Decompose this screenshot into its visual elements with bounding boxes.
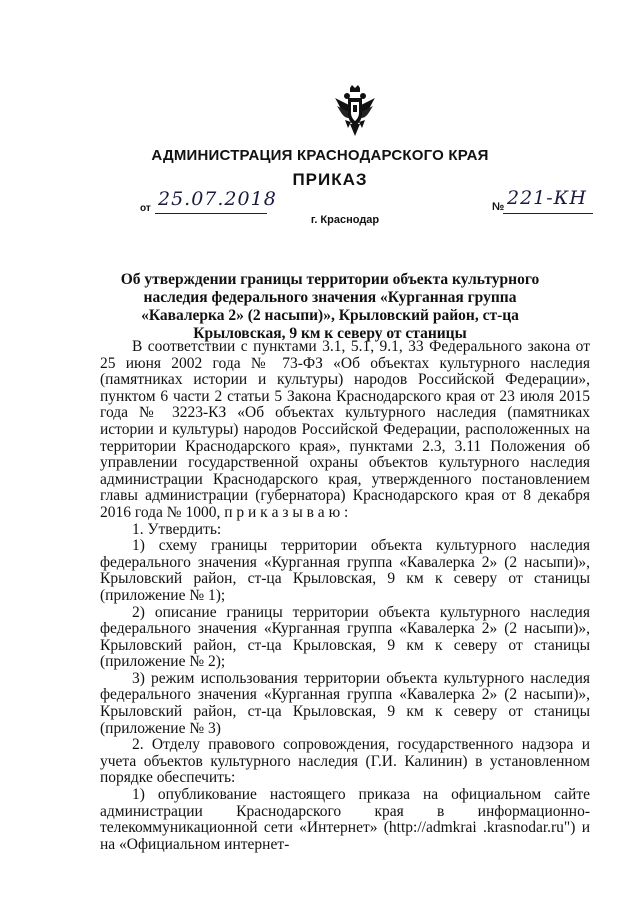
document-type: ПРИКАЗ xyxy=(292,170,368,189)
item-2-1: 1) опубликование настоящего приказа на официальном сайте администрации Краснодарского края в информационно-телекоммуникационной сети «Интернет» (http://admkrai .krasnodar.ru") и на «Официальном интернет- xyxy=(100,786,590,853)
handwritten-date: 25.07.2018 xyxy=(158,188,277,210)
date-label: от xyxy=(140,203,151,214)
item-1-2: 2) описание границы территории объекта культурного наследия федерального значения «Курганная группа «Кавалерка 2» (2 насыпи)», Крыловский район, ст-ца Крыловская, 9 км к северу от станицы (приложение № 2); xyxy=(100,603,590,671)
coat-of-arms-icon xyxy=(333,84,377,138)
preamble-paragraph: В соответствии с пунктами 3.1, 5.1, 9.1, 33 Федерального закона от 25 июня 2002 года № 73-ФЗ «Об объектах культурного наследия (памятниках истории и культуры) народов Российской Федерации», пунктом 6 части 2 статьи 5 Закона Краснодарского края от 23 июля 2015 года № 3223-КЗ «Об объектах культурного наследия (памятниках истории и культуры) народов Российской Федерации, расположенных на территории Краснодарского края», пунктами 2.3, 3.11 Положения об управлении государственной охраны объектов культурного наследия администрации Краснодарского края, утвержденного постановлением главы администрации (губернатора) Краснодарского края от 8 декабря 2016 года № 1000, п р и к а з ы в а ю : xyxy=(100,338,590,521)
item-1-1: 1) схему границы территории объекта культурного наследия федерального значения «Курганная группа «Кавалерка 2» (2 насыпи)», Крыловский район, ст-ца Крыловская, 9 км к северу от станицы (приложение № 1); xyxy=(100,537,590,604)
item-1: 1. Утвердить: xyxy=(132,520,222,538)
document-body xyxy=(100,339,590,853)
city-name: г. Краснодар xyxy=(310,214,380,226)
item-2: 2. Отделу правового сопровождения, государственного надзора и учета объектов культурного наследия (Г.И. Калинин) в установленном порядке обеспечить: xyxy=(100,736,590,787)
document-title: Об утверждении границы территории объекта культурного наследия федерального значения «Курганная группа «Кавалерка 2» (2 насыпи)», Крыловский район, ст-ца Крыловская, 9 км к северу от станицы xyxy=(120,271,540,342)
number-label: № xyxy=(492,201,505,213)
handwritten-number: 221-КН xyxy=(507,187,587,209)
item-1-3: 3) режим использования территории объекта культурного наследия федерального значения «Курганная группа «Кавалерка 2» (2 насыпи)», Крыловский район, ст-ца Крыловская, 9 км к северу от станицы (приложение № 3) xyxy=(100,669,590,737)
organization-name: АДМИНИСТРАЦИЯ КРАСНОДАРСКОГО КРАЯ xyxy=(151,147,489,164)
